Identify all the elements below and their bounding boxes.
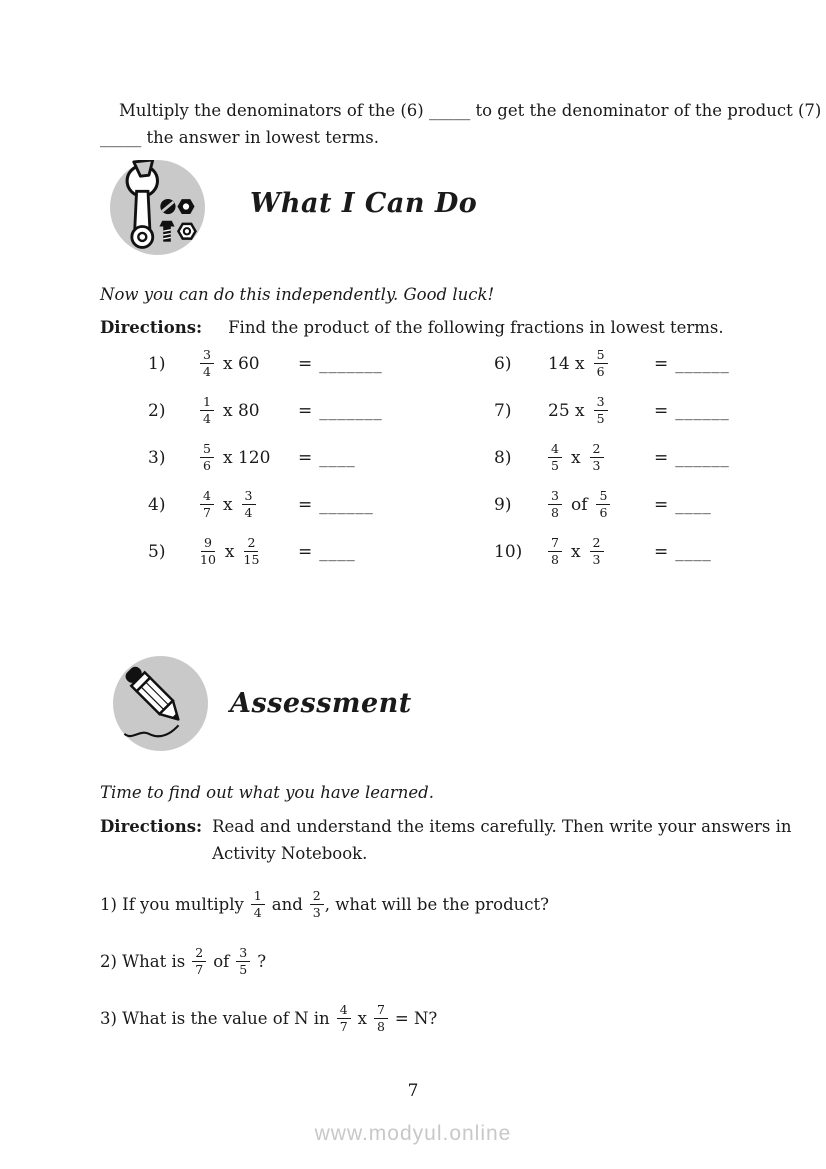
intro-line-2: _____ the answer in lowest terms. — [100, 128, 379, 147]
expression-text: = N? — [394, 1009, 438, 1028]
answer-blank: ____ — [319, 541, 356, 562]
problem-number: 6) — [494, 353, 512, 374]
fraction-denominator: 3 — [592, 552, 601, 567]
fraction — [200, 489, 214, 521]
fraction-denominator: 6 — [203, 458, 211, 473]
equals-sign: = — [298, 541, 313, 562]
answer-blank: _______ — [319, 400, 383, 421]
fraction-denominator: 4 — [203, 411, 211, 426]
fraction — [374, 1003, 388, 1035]
problem-row — [494, 387, 729, 434]
fraction-numerator: 5 — [200, 442, 214, 458]
expression-text: , what will be the product? — [324, 895, 550, 914]
fraction-numerator: 4 — [200, 489, 214, 505]
expression-text: x 60 — [222, 353, 260, 374]
fraction — [200, 395, 214, 427]
problem-number: 5) — [148, 541, 166, 562]
fraction-numerator: 3 — [236, 946, 250, 962]
fraction-denominator: 3 — [312, 905, 321, 920]
equals-sign: = — [654, 494, 669, 515]
expression-text: x — [570, 541, 581, 562]
answer-blank: ______ — [675, 447, 730, 468]
problems-column-right — [494, 340, 729, 575]
assessment-question — [100, 933, 549, 990]
answer-blank: ____ — [675, 541, 712, 562]
pencil-icon-graphic — [113, 656, 208, 751]
directions-label: Directions: — [100, 318, 203, 337]
equals-sign: = — [298, 494, 313, 515]
problems-column-left — [148, 340, 382, 575]
equals-sign: = — [298, 353, 313, 374]
expression-text: x 120 — [222, 447, 271, 468]
problem-expression — [200, 348, 298, 380]
fraction-numerator: 4 — [337, 1003, 351, 1019]
problem-expression — [200, 536, 298, 568]
fraction-denominator: 7 — [203, 505, 211, 520]
answer-blank: ____ — [319, 447, 356, 468]
fraction-numerator: 1 — [251, 889, 265, 905]
fraction-numerator: 3 — [548, 489, 562, 505]
fraction-numerator: 4 — [548, 442, 562, 458]
problem-row — [148, 528, 382, 575]
fraction — [200, 536, 216, 568]
expression-text: of — [213, 952, 230, 971]
section-heading-what-i-can-do: What I Can Do — [250, 188, 478, 219]
problem-number: 10) — [494, 541, 523, 562]
assessment-tagline: Time to find out what you have learned. — [100, 783, 434, 802]
fraction-numerator: 5 — [594, 348, 608, 364]
pencil-icon — [113, 656, 208, 751]
fraction — [192, 946, 206, 978]
assessment-questions — [100, 876, 549, 1047]
fraction-denominator: 7 — [195, 962, 204, 977]
fraction — [594, 395, 608, 427]
fraction-numerator: 3 — [594, 395, 608, 411]
practice-directions — [100, 314, 724, 341]
fraction-numerator: 3 — [242, 489, 256, 505]
fraction-numerator: 2 — [192, 946, 206, 962]
expression-text: x — [570, 447, 581, 468]
fraction — [200, 348, 214, 380]
fraction-numerator: 9 — [201, 536, 215, 552]
fraction — [590, 536, 604, 568]
fraction-numerator: 2 — [310, 889, 324, 905]
problem-expression — [548, 348, 654, 380]
fraction — [310, 889, 324, 921]
fraction-numerator: 1 — [200, 395, 214, 411]
problem-number: 4) — [148, 494, 166, 515]
fraction — [244, 536, 260, 568]
fraction-denominator: 7 — [339, 1019, 348, 1034]
fraction-denominator: 5 — [239, 962, 248, 977]
fraction-numerator: 7 — [548, 536, 562, 552]
fraction-denominator: 6 — [599, 505, 608, 520]
problem-number: 1) — [148, 353, 166, 374]
fraction-denominator: 8 — [376, 1019, 385, 1034]
equals-sign: = — [654, 353, 669, 374]
fraction-denominator: 4 — [203, 364, 211, 379]
fraction — [548, 442, 562, 474]
fraction — [242, 489, 256, 521]
intro-line-1: Multiply the denominators of the (6) _____ to get the denominator of the product (7) — [119, 101, 822, 120]
expression-text: x — [222, 494, 233, 515]
fraction — [200, 442, 214, 474]
expression-text: x — [224, 541, 235, 562]
assessment-question — [100, 876, 549, 933]
fraction-numerator: 5 — [596, 489, 610, 505]
fraction-numerator: 7 — [374, 1003, 388, 1019]
expression-text: 2) What is — [100, 952, 186, 971]
problem-number: 3) — [148, 447, 166, 468]
fraction-denominator: 5 — [596, 411, 605, 426]
problem-expression — [200, 442, 298, 474]
fraction-numerator: 2 — [244, 536, 258, 552]
page-number: 7 — [407, 1081, 419, 1101]
fraction-denominator: 4 — [253, 905, 262, 920]
expression-text: of — [570, 494, 588, 515]
fraction-numerator: 3 — [200, 348, 214, 364]
directions-label: Directions: — [100, 817, 203, 836]
expression-text: x 80 — [222, 400, 260, 421]
problem-expression — [548, 442, 654, 474]
problem-row — [494, 340, 729, 387]
expression-text: ? — [257, 952, 267, 971]
problem-expression — [200, 395, 298, 427]
problem-row — [494, 528, 729, 575]
watermark: www.modyul.online — [314, 1122, 512, 1145]
problem-row — [148, 434, 382, 481]
wrench-icon-graphic — [110, 160, 205, 255]
problem-row — [494, 481, 729, 528]
fraction — [596, 489, 610, 521]
problem-expression — [200, 489, 298, 521]
problem-expression — [548, 489, 654, 521]
problem-number: 8) — [494, 447, 512, 468]
equals-sign: = — [654, 447, 669, 468]
directions-line-1: Read and understand the items carefully. Then write your answers in — [212, 817, 792, 836]
problem-row — [494, 434, 729, 481]
fraction-numerator: 2 — [590, 536, 604, 552]
expression-text: x — [357, 1009, 367, 1028]
problem-row — [148, 387, 382, 434]
problem-expression — [548, 395, 654, 427]
fraction — [548, 489, 562, 521]
fraction — [548, 536, 562, 568]
assessment-question — [100, 990, 549, 1047]
answer-blank: ______ — [675, 353, 730, 374]
fraction — [251, 889, 265, 921]
fraction-denominator: 3 — [592, 458, 601, 473]
problem-number: 7) — [494, 400, 512, 421]
fraction — [590, 442, 604, 474]
problem-row — [148, 340, 382, 387]
problem-expression — [548, 536, 654, 568]
equals-sign: = — [654, 541, 669, 562]
fraction-denominator: 8 — [551, 505, 559, 520]
fraction — [594, 348, 608, 380]
equals-sign: = — [654, 400, 669, 421]
problem-number: 9) — [494, 494, 512, 515]
answer-blank: _______ — [319, 353, 383, 374]
equals-sign: = — [298, 447, 313, 468]
problem-number: 2) — [148, 400, 166, 421]
directions-text — [212, 813, 791, 867]
fraction-denominator: 8 — [551, 552, 559, 567]
fraction-denominator: 10 — [200, 552, 216, 567]
fraction-denominator: 15 — [243, 552, 260, 567]
equals-sign: = — [298, 400, 313, 421]
expression-text: 25 x — [548, 400, 585, 421]
intro-paragraph — [100, 97, 822, 151]
fraction — [236, 946, 250, 978]
fraction-denominator: 4 — [244, 505, 253, 520]
answer-blank: ______ — [319, 494, 374, 515]
problem-row — [148, 481, 382, 528]
fraction — [337, 1003, 351, 1035]
practice-tagline: Now you can do this independently. Good luck! — [100, 285, 495, 304]
fraction-denominator: 5 — [551, 458, 559, 473]
directions-line-2: Activity Notebook. — [212, 844, 368, 863]
answer-blank: ______ — [675, 400, 730, 421]
section-heading-assessment: Assessment — [230, 688, 412, 719]
directions-text: Find the product of the following fractions in lowest terms. — [228, 318, 724, 337]
expression-text: 3) What is the value of N in — [100, 1009, 330, 1028]
fraction-denominator: 6 — [596, 364, 605, 379]
fraction-numerator: 2 — [590, 442, 604, 458]
expression-text: and — [271, 895, 303, 914]
wrench-tools-icon — [110, 160, 205, 255]
assessment-directions — [100, 813, 792, 867]
expression-text: 1) If you multiply — [100, 895, 244, 914]
expression-text: 14 x — [548, 353, 585, 374]
answer-blank: ____ — [675, 494, 712, 515]
